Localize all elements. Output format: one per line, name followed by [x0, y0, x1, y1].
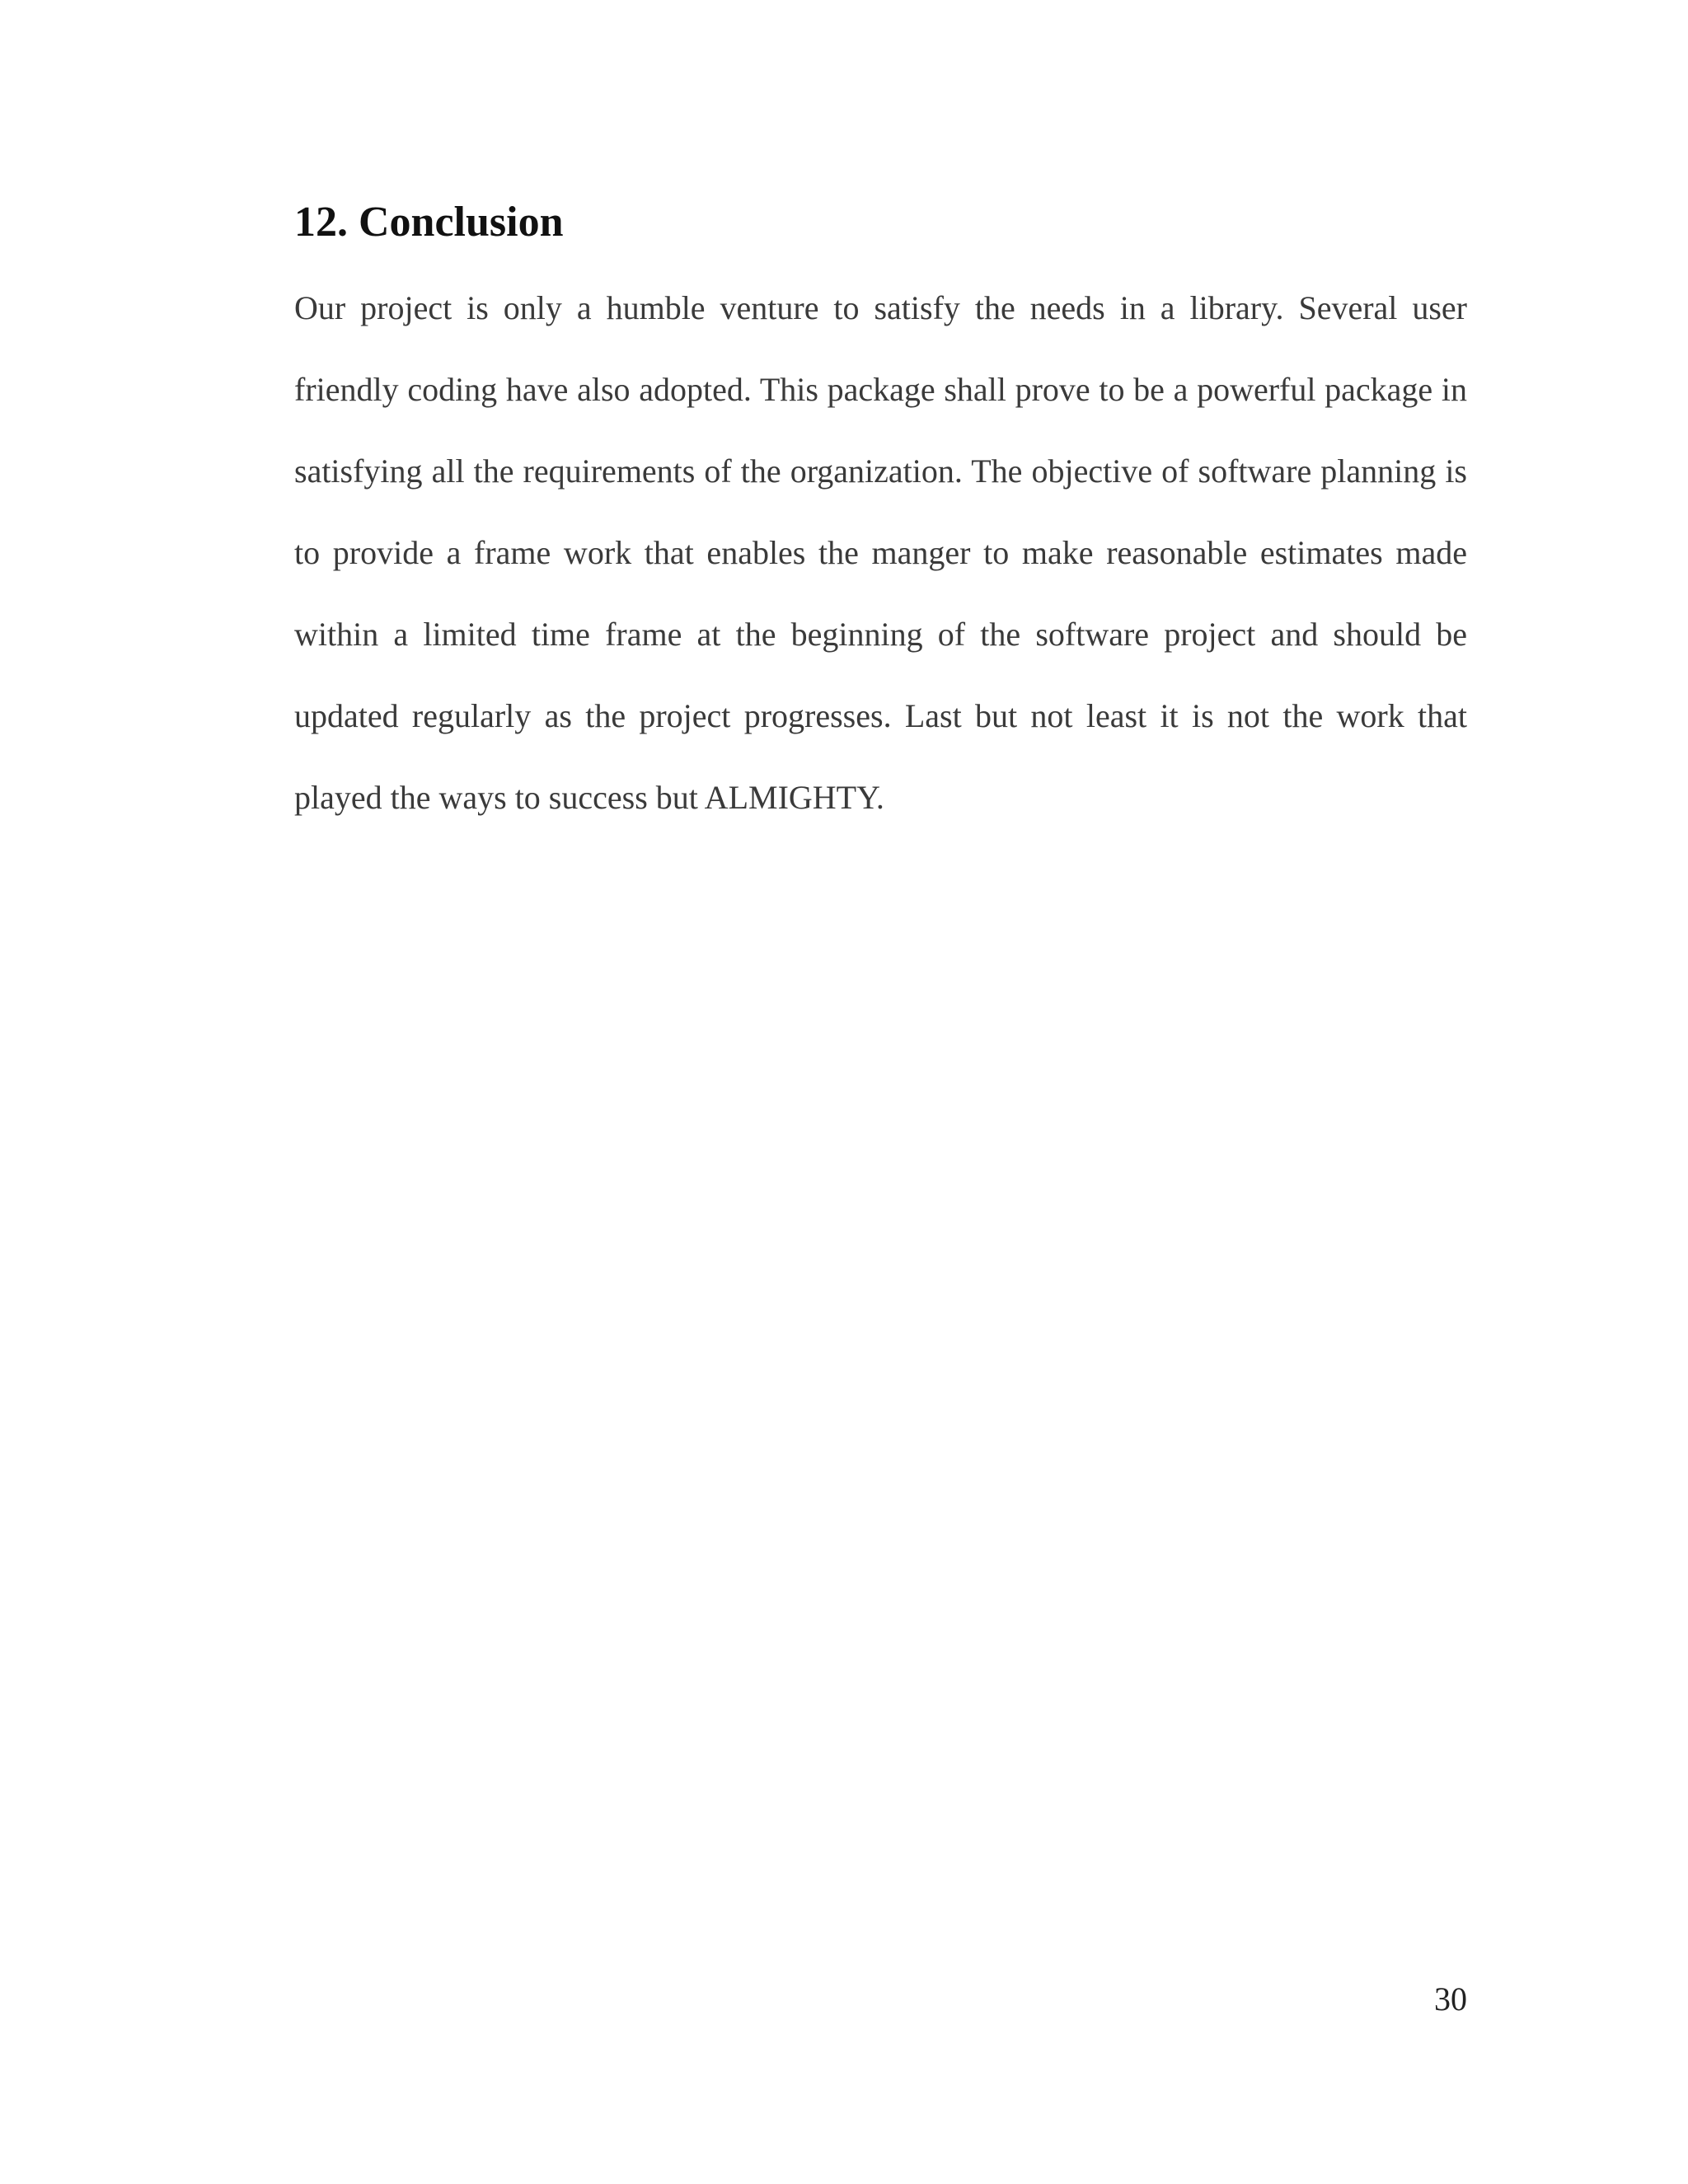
section-heading: 12. Conclusion	[294, 199, 564, 246]
page-number: 30	[1434, 1980, 1467, 2018]
conclusion-paragraph: Our project is only a humble venture to satisfy the needs in a library. Several user friendly coding have also adopted. This package shall prove to be a powerful package in satisfying all the requirements of the organization. The objective of software planning is to provide a frame work that enables the manger to make reasonable estimates made within a limited time frame at the beginning of the software project and should be updated regularly as the project progresses. Last but not least it is not the work that played the ways to success but ALMIGHTY.	[294, 289, 1467, 816]
section-content	[294, 190, 1467, 838]
